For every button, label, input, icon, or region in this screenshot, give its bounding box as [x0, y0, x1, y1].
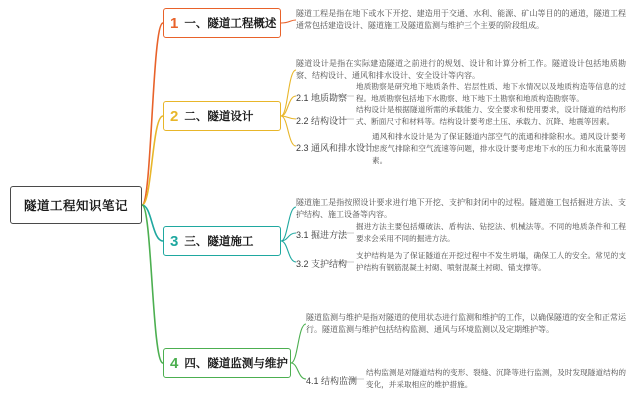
branch-node-1[interactable] — [163, 8, 281, 38]
root-node[interactable] — [10, 186, 142, 224]
subnode-label-2-2[interactable]: 2.2 结构设计 — [296, 116, 348, 126]
subnode-text-2-1: 地质勘察是研究地下地质条件、岩层性质、地下水情况以及地质构造等信息的过程。地质勘察包括地下水勘察、地下地下土勘察和地质构造勘察等。 — [356, 82, 626, 103]
branch-title-3: 三、隧道施工 — [184, 236, 254, 248]
subnode-text-2-3: 通风和排水设计是为了保证隧道内部空气的流通和排除积水。通风设计要考虑废气排除和空气流速等问题，排水设计要考虑地下水的压力和水流量等因素。 — [372, 132, 626, 165]
branch-number-4: 4 — [170, 354, 179, 372]
branch-number-2: 2 — [170, 107, 179, 125]
branch-node-3[interactable] — [163, 226, 281, 256]
subnode-text-3-1: 掘进方法主要包括爆破法、盾构法、钻挖法、机械法等。不同的地质条件和工程要求会采用不同的掘进方法。 — [356, 222, 626, 243]
branch-title-2: 二、隧道设计 — [184, 111, 254, 123]
subnode-text-3-2: 支护结构是为了保证隧道在开挖过程中不发生坍塌，确保工人的安全。常见的支护结构有钢筋混凝土衬砌、喷射混凝土衬砌、锚支撑等。 — [356, 251, 626, 272]
subnode-label-2-3[interactable]: 2.3 通风和排水设计 — [296, 143, 375, 153]
branch-summary-2: 隧道设计是指在实际建造隧道之前进行的规划、设计和计算分析工作。隧道设计包括地质勘察、结构设计、通风和排水设计、安全设计等内容。 — [296, 59, 626, 81]
subnode-text-4-1: 结构监测是对隧道结构的变形、裂缝、沉降等进行监测，及时发现隧道结构的变化，并采取相应的维护措施。 — [366, 368, 626, 389]
branch-node-2[interactable] — [163, 101, 281, 131]
branch-summary-4: 隧道监测与维护是指对隧道的使用状态进行监测和维护的工作，以确保隧道的安全和正常运行。隧道监测与维护包括结构监测、通风与环境监测以及定期维护等。 — [306, 313, 626, 335]
branch-number-3: 3 — [170, 232, 179, 250]
branch-number-1: 1 — [170, 14, 179, 32]
branch-summary-1: 隧道工程是指在地下或水下开挖、建造用于交通、水利、能源、矿山等目的的通道，隧道工程通常包括建造设计、隧道施工及隧道监测与维护三个主要的阶段组成。 — [296, 9, 626, 31]
subnode-label-2-1[interactable]: 2.1 地质勘察 — [296, 93, 348, 103]
root-label: 隧道工程知识笔记 — [23, 199, 128, 213]
branch-title-1: 一、隧道工程概述 — [184, 18, 277, 30]
branch-node-4[interactable] — [163, 348, 291, 378]
subnode-label-4-1[interactable]: 4.1 结构监测 — [306, 376, 358, 386]
branch-title-4: 四、隧道监测与维护 — [184, 358, 288, 370]
subnode-label-3-1[interactable]: 3.1 掘进方法 — [296, 230, 348, 240]
branch-summary-3: 隧道施工是指按照设计要求进行地下开挖、支护和封闭中的过程。隧道施工包括掘进方法、支护结构、施工设备等内容。 — [296, 198, 626, 220]
subnode-text-2-2: 结构设计是根据隧道所需的承载能力、安全要求和使用要求，设计隧道的结构形式、断面尺寸和材料等。结构设计要考虑土压、承载力、沉降、地震等因素。 — [356, 105, 626, 126]
subnode-label-3-2[interactable]: 3.2 支护结构 — [296, 259, 348, 269]
